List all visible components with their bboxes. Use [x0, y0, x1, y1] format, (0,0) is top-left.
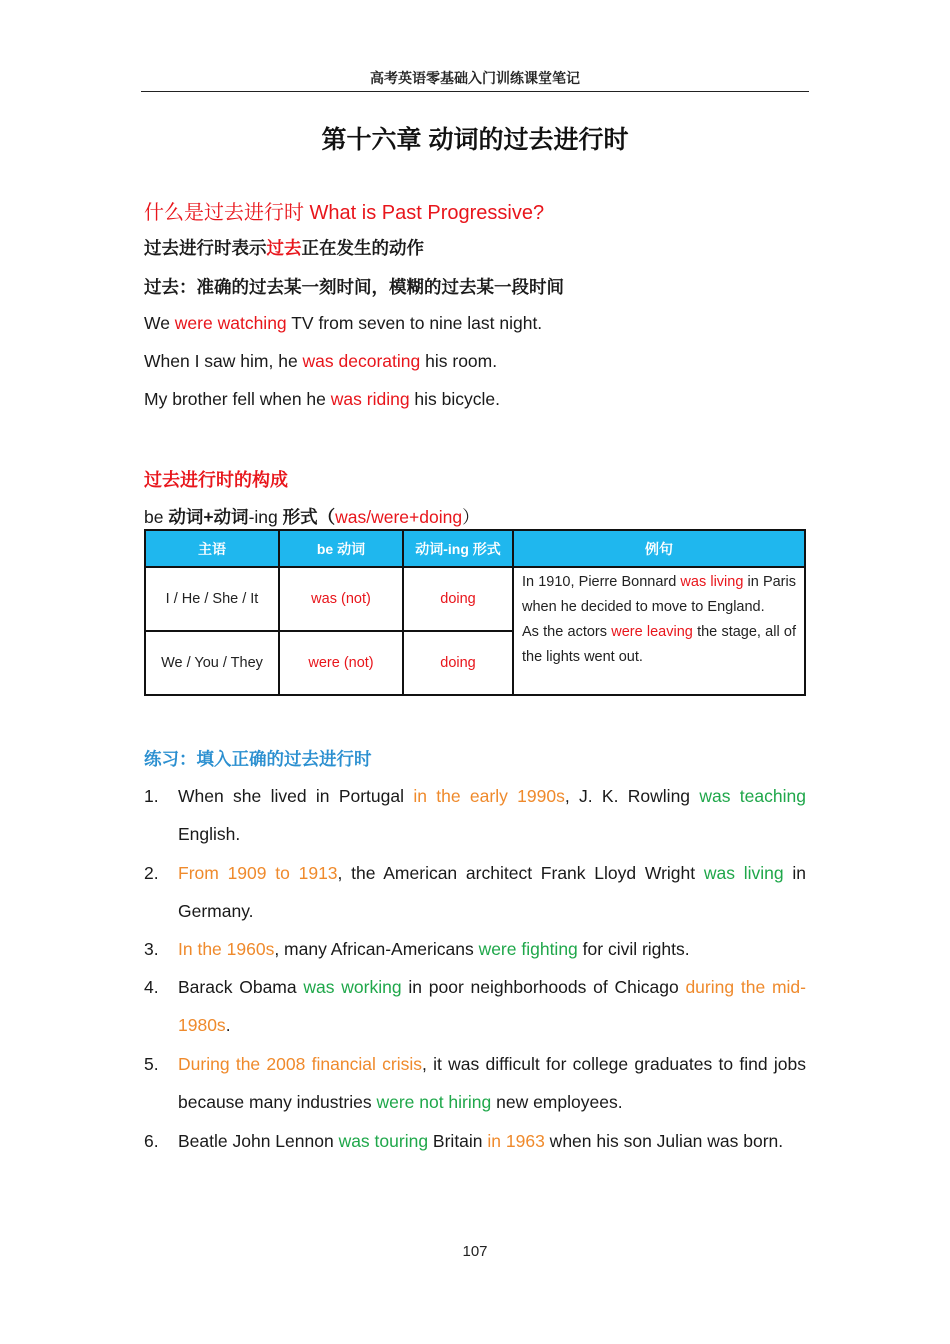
sentence-text: in Germany.	[178, 863, 806, 921]
be-cell: was (not)	[279, 567, 403, 631]
time-expression: In the 1960s	[178, 939, 275, 959]
sentence-text: We	[144, 313, 175, 333]
example-sentence	[144, 313, 542, 334]
sentence-text: TV from seven to nine last night.	[286, 313, 543, 333]
formula-text: 形式（	[282, 507, 336, 527]
sentence-text: English.	[178, 824, 241, 844]
table-header-row	[145, 530, 805, 567]
definition-line	[144, 235, 424, 260]
chapter-title: 第十六章 动词的过去进行时	[321, 126, 629, 154]
exercise-item	[144, 777, 806, 853]
sentence-text: his bicycle.	[409, 389, 501, 409]
ing-cell: doing	[403, 631, 513, 695]
header-be-verb: be 动词	[279, 530, 403, 567]
time-expression: in the early 1990s	[413, 786, 565, 806]
verb-highlight: was decorating	[302, 351, 421, 371]
ing-cell: doing	[403, 567, 513, 631]
time-expression: During the 2008 financial crisis	[178, 1054, 422, 1074]
exercise-item	[144, 1045, 806, 1121]
table-example-1	[522, 570, 796, 620]
table-example-2	[522, 620, 796, 670]
sentence-text: My brother fell when he	[144, 389, 331, 409]
definition-highlight: 过去	[266, 238, 302, 258]
sentence-text: Britain	[428, 1131, 488, 1151]
time-expression: in 1963	[487, 1131, 545, 1151]
grammar-table	[144, 529, 806, 696]
formula-line	[144, 504, 480, 529]
verb-highlight: was riding	[330, 389, 410, 409]
answer-verb: were not hiring	[376, 1092, 492, 1112]
answer-verb: was working	[303, 977, 402, 997]
sentence-text: When she lived in Portugal	[178, 786, 414, 806]
running-header: 高考英语零基础入门训练课堂笔记	[370, 70, 580, 86]
sentence-text: when his son Julian was born.	[544, 1131, 784, 1151]
example-sentence	[144, 389, 500, 410]
formula-text: -ing	[248, 507, 283, 527]
header-ing-form: 动词-ing 形式	[403, 530, 513, 567]
answer-verb: was teaching	[699, 786, 806, 806]
exercise-heading: 练习：填入正确的过去进行时	[144, 749, 372, 769]
verb-highlight: were watching	[174, 313, 287, 333]
exercise-number: 1.	[144, 786, 159, 806]
sentence-text: his room.	[420, 351, 498, 371]
subject-cell: I / He / She / It	[145, 567, 279, 631]
exercise-item	[144, 1122, 806, 1160]
sentence-text: , the American architect Frank Lloyd Wright	[337, 863, 704, 883]
sentence-text: Beatle John Lennon	[178, 1131, 339, 1151]
formula-text: be	[144, 507, 169, 527]
time-expression: during the mid-1980s	[178, 977, 806, 1035]
exercise-sentence	[178, 1122, 806, 1160]
exercise-item	[144, 968, 806, 1044]
answer-verb: was living	[703, 863, 784, 883]
section-heading-construction: 过去进行时的构成	[144, 470, 288, 490]
exercise-number: 3.	[144, 939, 159, 959]
verb-highlight: were leaving	[611, 624, 693, 640]
answer-verb: was touring	[338, 1131, 429, 1151]
exercise-item	[144, 930, 806, 968]
exercise-sentence	[178, 777, 806, 853]
example-cell	[513, 567, 805, 695]
sentence-text: As the actors	[522, 624, 612, 640]
page-number: 107	[462, 1243, 488, 1260]
time-expression: From 1909 to 1913	[178, 863, 338, 883]
sentence-text: In 1910, Pierre Bonnard	[522, 574, 681, 590]
sentence-text: , J. K. Rowling	[564, 786, 700, 806]
sentence-text: When I saw him, he	[144, 351, 303, 371]
exercise-number: 4.	[144, 977, 159, 997]
answer-verb: were fighting	[478, 939, 578, 959]
exercise-sentence	[178, 968, 806, 1044]
sentence-text: , many African-Americans	[274, 939, 479, 959]
sentence-text: in poor neighborhoods of Chicago	[401, 977, 686, 997]
exercise-sentence	[178, 930, 806, 968]
formula-highlight: was/were+doing	[335, 507, 463, 527]
table-row	[145, 567, 805, 631]
exercise-number: 5.	[144, 1054, 159, 1074]
sentence-text: .	[225, 1015, 231, 1035]
header-example: 例句	[513, 530, 805, 567]
sentence-text: the stage, all of the lights went out.	[522, 624, 796, 665]
header-divider	[141, 91, 809, 92]
sentence-text: in Paris when he decided to move to England.	[522, 574, 796, 615]
sentence-text: Barack Obama	[178, 977, 304, 997]
exercise-item	[144, 854, 806, 930]
subject-cell: We / You / They	[145, 631, 279, 695]
header-subject: 主语	[145, 530, 279, 567]
definition-text-end: 正在发生的动作	[301, 238, 424, 258]
formula-text: 动词+动词	[168, 507, 249, 527]
exercise-sentence	[178, 1045, 806, 1121]
exercise-number: 6.	[144, 1131, 159, 1151]
be-cell: were (not)	[279, 631, 403, 695]
sentence-text: , it was difficult for college graduates to find jobs because many industries	[178, 1054, 806, 1112]
section-heading-what-is: 什么是过去进行时 What is Past Progressive?	[144, 202, 545, 224]
formula-text: ）	[462, 507, 480, 527]
definition-text: 过去进行时表示	[144, 238, 267, 258]
example-sentence	[144, 351, 497, 372]
sentence-text: for civil rights.	[577, 939, 690, 959]
verb-highlight: was living	[680, 574, 744, 590]
exercise-sentence	[178, 854, 806, 930]
past-note: 过去：准确的过去某一刻时间，模糊的过去某一段时间	[144, 277, 564, 297]
sentence-text: new employees.	[491, 1092, 623, 1112]
exercise-number: 2.	[144, 863, 159, 883]
